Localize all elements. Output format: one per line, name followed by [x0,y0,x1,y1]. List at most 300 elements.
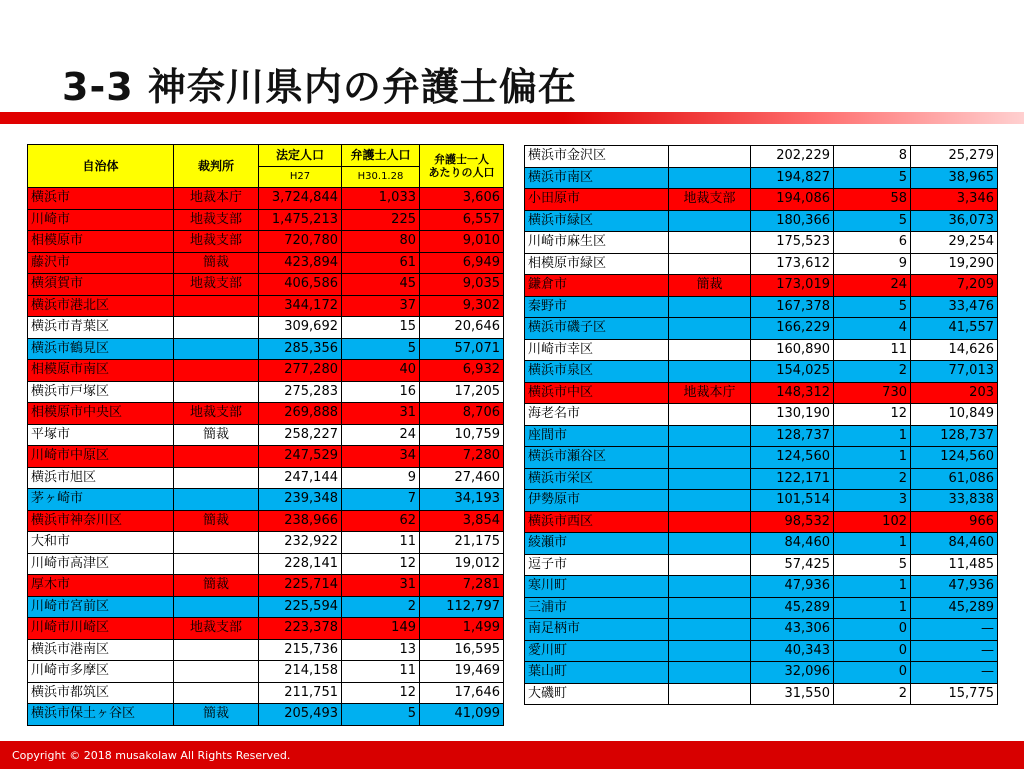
header-per-lawyer [420,145,504,188]
court-cell [669,533,751,555]
municipality-cell: 厚木市 [28,575,174,597]
table-row [28,532,504,554]
court-cell [174,446,259,468]
table-row [28,338,504,360]
population-cell: 124,560 [751,447,834,469]
per-lawyer-cell: — [911,619,998,641]
table-row [28,403,504,425]
header-per-lawyer-line1: 弁護士一人 [434,153,489,166]
table-row [525,683,998,705]
municipality-cell: 座間市 [525,425,669,447]
table-row [525,253,998,275]
court-cell [669,232,751,254]
lawyers-cell: 58 [834,189,911,211]
lawyers-cell: 61 [342,252,420,274]
per-lawyer-cell: 1,499 [420,618,504,640]
municipality-cell: 横浜市泉区 [525,361,669,383]
municipality-cell: 横浜市 [28,188,174,210]
municipality-cell: 相模原市緑区 [525,253,669,275]
table-row [28,596,504,618]
lawyers-cell: 11 [342,661,420,683]
municipality-cell: 横浜市瀬谷区 [525,447,669,469]
table-row [525,167,998,189]
municipality-cell: 川崎市宮前区 [28,596,174,618]
lawyers-cell: 0 [834,619,911,641]
table-row [28,209,504,231]
population-cell: 194,827 [751,167,834,189]
municipality-cell: 横浜市鶴見区 [28,338,174,360]
lawyers-cell: 4 [834,318,911,340]
population-cell: 1,475,213 [259,209,342,231]
per-lawyer-cell: 41,557 [911,318,998,340]
municipality-cell: 大磯町 [525,683,669,705]
population-cell: 406,586 [259,274,342,296]
table-row [525,189,998,211]
table-row [28,682,504,704]
municipality-cell: 小田原市 [525,189,669,211]
lawyers-cell: 1 [834,597,911,619]
table-row [28,489,504,511]
table-row [525,490,998,512]
court-cell [174,639,259,661]
population-cell: 247,529 [259,446,342,468]
table-row [525,447,998,469]
per-lawyer-cell: 15,775 [911,683,998,705]
population-cell: 180,366 [751,210,834,232]
municipality-cell: 秦野市 [525,296,669,318]
lawyers-cell: 9 [834,253,911,275]
table-row [28,274,504,296]
population-cell: 258,227 [259,424,342,446]
lawyer-distribution-table-right [524,145,998,705]
population-cell: 101,514 [751,490,834,512]
per-lawyer-cell: 57,071 [420,338,504,360]
municipality-cell: 茅ヶ崎市 [28,489,174,511]
municipality-cell: 横浜市青葉区 [28,317,174,339]
table-row [28,252,504,274]
municipality-cell: 相模原市中央区 [28,403,174,425]
per-lawyer-cell: 124,560 [911,447,998,469]
table-row [525,146,998,168]
lawyers-cell: 7 [342,489,420,511]
municipality-cell: 川崎市幸区 [525,339,669,361]
court-cell [669,296,751,318]
per-lawyer-cell: 19,290 [911,253,998,275]
lawyers-cell: 24 [834,275,911,297]
court-cell: 地裁支部 [174,209,259,231]
table-row [28,381,504,403]
table-row [525,640,998,662]
population-cell: 277,280 [259,360,342,382]
municipality-cell: 横浜市港北区 [28,295,174,317]
court-cell [669,554,751,576]
lawyers-cell: 2 [834,361,911,383]
table-row [28,510,504,532]
municipality-cell: 横浜市港南区 [28,639,174,661]
population-cell: 275,283 [259,381,342,403]
lawyers-cell: 1 [834,533,911,555]
court-cell [669,576,751,598]
population-cell: 309,692 [259,317,342,339]
population-cell: 214,158 [259,661,342,683]
lawyers-cell: 45 [342,274,420,296]
per-lawyer-cell: 47,936 [911,576,998,598]
municipality-cell: 横浜市南区 [525,167,669,189]
population-cell: 225,714 [259,575,342,597]
per-lawyer-cell: 34,193 [420,489,504,511]
lawyers-cell: 12 [342,553,420,575]
per-lawyer-cell: 10,849 [911,404,998,426]
header-municipality: 自治体 [28,145,174,188]
table-row [525,404,998,426]
table-row [525,232,998,254]
table-row [525,511,998,533]
lawyers-cell: 2 [834,683,911,705]
per-lawyer-cell: 966 [911,511,998,533]
municipality-cell: 川崎市麻生区 [525,232,669,254]
header-population: 法定人口 [259,145,342,167]
court-cell [174,532,259,554]
population-cell: 247,144 [259,467,342,489]
municipality-cell: 横浜市金沢区 [525,146,669,168]
municipality-cell: 葉山町 [525,662,669,684]
lawyers-cell: 11 [342,532,420,554]
lawyers-cell: 31 [342,403,420,425]
per-lawyer-cell: 9,035 [420,274,504,296]
per-lawyer-cell: 6,932 [420,360,504,382]
per-lawyer-cell: 33,838 [911,490,998,512]
lawyers-cell: 5 [834,210,911,232]
court-cell [669,447,751,469]
per-lawyer-cell: 8,706 [420,403,504,425]
table-row [28,661,504,683]
per-lawyer-cell: 41,099 [420,704,504,726]
lawyers-cell: 12 [834,404,911,426]
court-cell [174,338,259,360]
court-cell [669,361,751,383]
court-cell: 簡裁 [174,424,259,446]
municipality-cell: 相模原市南区 [28,360,174,382]
population-cell: 154,025 [751,361,834,383]
court-cell [174,489,259,511]
lawyers-cell: 1 [834,425,911,447]
court-cell: 地裁本庁 [174,188,259,210]
lawyers-cell: 80 [342,231,420,253]
lawyers-cell: 11 [834,339,911,361]
header-lawyers: 弁護士人口 [342,145,420,167]
municipality-cell: 横浜市保土ヶ谷区 [28,704,174,726]
table-row [28,575,504,597]
table-row [28,424,504,446]
municipality-cell: 相模原市 [28,231,174,253]
per-lawyer-cell: 19,469 [420,661,504,683]
population-cell: 32,096 [751,662,834,684]
lawyers-cell: 37 [342,295,420,317]
court-cell [669,640,751,662]
court-cell: 地裁支部 [174,618,259,640]
population-cell: 57,425 [751,554,834,576]
lawyers-cell: 0 [834,662,911,684]
header-per-lawyer-line2: あたりの人口 [428,166,495,179]
per-lawyer-cell: 29,254 [911,232,998,254]
court-cell [669,167,751,189]
municipality-cell: 川崎市 [28,209,174,231]
population-cell: 148,312 [751,382,834,404]
court-cell: 地裁本庁 [669,382,751,404]
lawyers-cell: 2 [342,596,420,618]
per-lawyer-cell: 11,485 [911,554,998,576]
municipality-cell: 鎌倉市 [525,275,669,297]
municipality-cell: 横浜市磯子区 [525,318,669,340]
population-cell: 130,190 [751,404,834,426]
court-cell [669,619,751,641]
per-lawyer-cell: 9,302 [420,295,504,317]
table-row [525,210,998,232]
table-row [28,553,504,575]
court-cell: 地裁支部 [174,231,259,253]
per-lawyer-cell: 17,205 [420,381,504,403]
lawyers-cell: 15 [342,317,420,339]
per-lawyer-cell: 25,279 [911,146,998,168]
court-cell [174,360,259,382]
table-row [525,597,998,619]
table-row [28,639,504,661]
municipality-cell: 愛川町 [525,640,669,662]
per-lawyer-cell: 20,646 [420,317,504,339]
title-underline-bar [0,112,1024,124]
header-lawyers-date: H30.1.28 [342,166,420,188]
municipality-cell: 三浦市 [525,597,669,619]
table-row [28,446,504,468]
lawyers-cell: 13 [342,639,420,661]
population-cell: 31,550 [751,683,834,705]
table-row [28,467,504,489]
municipality-cell: 川崎市多摩区 [28,661,174,683]
municipality-cell: 横浜市緑区 [525,210,669,232]
court-cell [669,511,751,533]
municipality-cell: 伊勢原市 [525,490,669,512]
municipality-cell: 川崎市川崎区 [28,618,174,640]
per-lawyer-cell: 77,013 [911,361,998,383]
per-lawyer-cell: 61,086 [911,468,998,490]
population-cell: 84,460 [751,533,834,555]
table-row [525,533,998,555]
per-lawyer-cell: — [911,640,998,662]
per-lawyer-cell: 3,606 [420,188,504,210]
municipality-cell: 横浜市戸塚区 [28,381,174,403]
municipality-cell: 大和市 [28,532,174,554]
population-cell: 166,229 [751,318,834,340]
court-cell [174,381,259,403]
population-cell: 211,751 [259,682,342,704]
court-cell [669,404,751,426]
lawyers-cell: 12 [342,682,420,704]
court-cell: 簡裁 [174,704,259,726]
population-cell: 205,493 [259,704,342,726]
lawyers-cell: 62 [342,510,420,532]
population-cell: 232,922 [259,532,342,554]
court-cell [174,596,259,618]
population-cell: 239,348 [259,489,342,511]
court-cell: 簡裁 [669,275,751,297]
table-row [28,618,504,640]
per-lawyer-cell: 36,073 [911,210,998,232]
municipality-cell: 南足柄市 [525,619,669,641]
table-row [28,317,504,339]
population-cell: 167,378 [751,296,834,318]
court-cell [669,339,751,361]
table-row [28,704,504,726]
per-lawyer-cell: 7,281 [420,575,504,597]
table-row [525,318,998,340]
per-lawyer-cell: 17,646 [420,682,504,704]
per-lawyer-cell: 21,175 [420,532,504,554]
population-cell: 47,936 [751,576,834,598]
municipality-cell: 川崎市中原区 [28,446,174,468]
municipality-cell: 平塚市 [28,424,174,446]
lawyers-cell: 5 [342,338,420,360]
municipality-cell: 横浜市中区 [525,382,669,404]
per-lawyer-cell: 14,626 [911,339,998,361]
court-cell [669,146,751,168]
table-row [525,662,998,684]
court-cell [669,490,751,512]
population-cell: 3,724,844 [259,188,342,210]
municipality-cell: 逗子市 [525,554,669,576]
population-cell: 173,019 [751,275,834,297]
per-lawyer-cell: 16,595 [420,639,504,661]
municipality-cell: 海老名市 [525,404,669,426]
population-cell: 45,289 [751,597,834,619]
lawyers-cell: 5 [342,704,420,726]
table-row [525,425,998,447]
table-row [28,188,504,210]
per-lawyer-cell: 7,209 [911,275,998,297]
table-row [525,339,998,361]
lawyers-cell: 5 [834,167,911,189]
court-cell: 地裁支部 [174,274,259,296]
table-row [525,275,998,297]
population-cell: 228,141 [259,553,342,575]
per-lawyer-cell: 84,460 [911,533,998,555]
court-cell [669,468,751,490]
lawyers-cell: 730 [834,382,911,404]
table-row [525,468,998,490]
court-cell: 簡裁 [174,575,259,597]
table-row [525,382,998,404]
lawyers-cell: 1,033 [342,188,420,210]
court-cell [174,553,259,575]
population-cell: 160,890 [751,339,834,361]
per-lawyer-cell: 9,010 [420,231,504,253]
per-lawyer-cell: 203 [911,382,998,404]
page-title: 3-3 神奈川県内の弁護士偏在 [62,65,577,109]
lawyers-cell: 16 [342,381,420,403]
court-cell: 地裁支部 [669,189,751,211]
lawyers-cell: 2 [834,468,911,490]
table-row [28,360,504,382]
lawyers-cell: 8 [834,146,911,168]
population-cell: 175,523 [751,232,834,254]
court-cell [174,661,259,683]
per-lawyer-cell: 3,346 [911,189,998,211]
population-cell: 225,594 [259,596,342,618]
court-cell [669,425,751,447]
copyright-text: Copyright © 2018 musakolaw All Rights Reserved. [12,749,291,762]
lawyers-cell: 149 [342,618,420,640]
population-cell: 720,780 [259,231,342,253]
per-lawyer-cell: 6,949 [420,252,504,274]
lawyers-cell: 1 [834,576,911,598]
population-cell: 269,888 [259,403,342,425]
per-lawyer-cell: 27,460 [420,467,504,489]
population-cell: 223,378 [259,618,342,640]
lawyers-cell: 225 [342,209,420,231]
header-population-year: H27 [259,166,342,188]
per-lawyer-cell: 33,476 [911,296,998,318]
lawyers-cell: 102 [834,511,911,533]
per-lawyer-cell: 45,289 [911,597,998,619]
population-cell: 202,229 [751,146,834,168]
municipality-cell: 横須賀市 [28,274,174,296]
court-cell [669,662,751,684]
court-cell [174,317,259,339]
municipality-cell: 綾瀬市 [525,533,669,555]
lawyers-cell: 6 [834,232,911,254]
table-row [525,361,998,383]
lawyers-cell: 3 [834,490,911,512]
lawyers-cell: 31 [342,575,420,597]
table-row [525,576,998,598]
per-lawyer-cell: 128,737 [911,425,998,447]
header-court: 裁判所 [174,145,259,188]
per-lawyer-cell: 7,280 [420,446,504,468]
table-row [525,554,998,576]
lawyers-cell: 34 [342,446,420,468]
municipality-cell: 横浜市栄区 [525,468,669,490]
court-cell [174,682,259,704]
court-cell [669,210,751,232]
court-cell [669,683,751,705]
per-lawyer-cell: 6,557 [420,209,504,231]
court-cell [174,467,259,489]
municipality-cell: 寒川町 [525,576,669,598]
municipality-cell: 横浜市都筑区 [28,682,174,704]
municipality-cell: 川崎市高津区 [28,553,174,575]
lawyers-cell: 5 [834,554,911,576]
table-row [525,296,998,318]
court-cell [174,295,259,317]
population-cell: 173,612 [751,253,834,275]
lawyers-cell: 24 [342,424,420,446]
per-lawyer-cell: 3,854 [420,510,504,532]
population-cell: 238,966 [259,510,342,532]
municipality-cell: 横浜市西区 [525,511,669,533]
lawyers-cell: 40 [342,360,420,382]
population-cell: 40,343 [751,640,834,662]
table-row [28,295,504,317]
municipality-cell: 横浜市旭区 [28,467,174,489]
table-row [525,619,998,641]
population-cell: 122,171 [751,468,834,490]
court-cell: 簡裁 [174,252,259,274]
court-cell [669,597,751,619]
population-cell: 43,306 [751,619,834,641]
court-cell: 地裁支部 [174,403,259,425]
population-cell: 423,894 [259,252,342,274]
per-lawyer-cell: 10,759 [420,424,504,446]
lawyer-distribution-table-left [27,144,504,726]
